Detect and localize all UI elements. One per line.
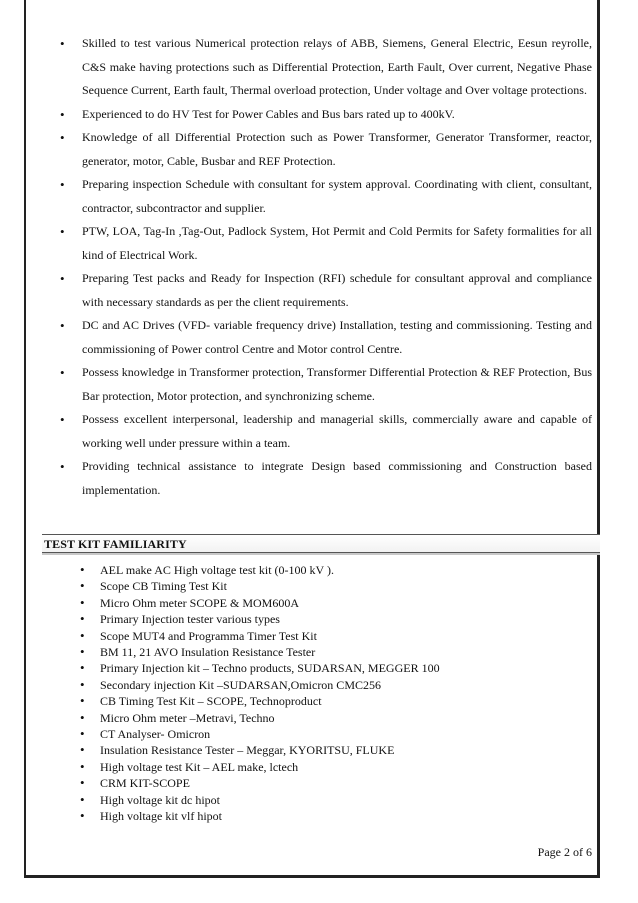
list-item-text: Primary Injection kit – Techno products, SUDARSAN, MEGGER 100 xyxy=(100,661,440,676)
list-item-text: Possess excellent interpersonal, leadership and managerial skills, commercially aware and capable of working well under pressure within a team. xyxy=(82,412,592,450)
experience-list xyxy=(60,32,592,502)
section-title: TEST KIT FAMILIARITY xyxy=(44,537,187,551)
list-item xyxy=(60,173,592,220)
bullet-icon: • xyxy=(80,709,85,725)
list-item xyxy=(80,742,440,758)
list-item-text: PTW, LOA, Tag-In ,Tag-Out, Padlock System, Hot Permit and Cold Permits for Safety formalities for all kind of Electrical Work. xyxy=(82,224,592,262)
list-item xyxy=(80,562,440,578)
list-item xyxy=(80,726,440,742)
bullet-icon: • xyxy=(80,726,85,742)
list-item xyxy=(60,32,592,103)
bullet-icon: • xyxy=(60,130,65,145)
list-item xyxy=(80,759,440,775)
list-item-text: CT Analyser- Omicron xyxy=(100,727,211,742)
list-item xyxy=(60,103,592,127)
list-item-text: Micro Ohm meter –Metravi, Techno xyxy=(100,710,275,725)
list-item-text: High voltage kit vlf hipot xyxy=(100,809,222,824)
test-kit-list xyxy=(80,562,440,825)
list-item-text: Knowledge of all Differential Protection such as Power Transformer, Generator Transformer, reactor, generator, motor, Cable, Busbar and REF Protection. xyxy=(82,130,592,168)
list-item-text: Preparing Test packs and Ready for Inspection (RFI) schedule for consultant approval and compliance with necessary standards as per the client requirements. xyxy=(82,271,592,309)
list-item-text: Scope CB Timing Test Kit xyxy=(100,579,227,594)
list-item xyxy=(60,126,592,173)
bullet-icon: • xyxy=(60,459,65,474)
bullet-icon: • xyxy=(80,791,85,807)
list-item-text: AEL make AC High voltage test kit (0-100 kV ). xyxy=(100,563,334,577)
list-item-text: BM 11, 21 AVO Insulation Resistance Tester xyxy=(100,645,316,660)
bullet-icon: • xyxy=(80,627,85,643)
list-item xyxy=(80,693,440,709)
list-item xyxy=(60,361,592,408)
list-item xyxy=(60,220,592,267)
bullet-icon: • xyxy=(80,562,85,577)
list-item-text: Primary Injection tester various types xyxy=(100,612,280,627)
bullet-icon: • xyxy=(80,742,85,758)
list-item xyxy=(80,595,440,611)
list-item xyxy=(80,808,440,824)
list-item-text: Insulation Resistance Tester – Meggar, KYORITSU, FLUKE xyxy=(100,743,395,758)
bullet-icon: • xyxy=(80,676,85,692)
list-item xyxy=(80,775,440,791)
list-item-text: CRM KIT-SCOPE xyxy=(100,776,190,791)
list-item xyxy=(80,677,440,693)
bullet-icon: • xyxy=(60,271,65,286)
list-item xyxy=(80,792,440,808)
list-item-text: Skilled to test various Numerical protection relays of ABB, Siemens, General Electric, Eesun reyrolle, C&S make having protections such as Differential Protection, Earth Fault, Over current, Negative Phase Sequence Current, Earth fault, Thermal overload protection, Under voltage and Over voltage protections. xyxy=(82,36,592,97)
list-item-text: Experienced to do HV Test for Power Cables and Bus bars rated up to 400kV. xyxy=(82,106,455,121)
bullet-icon: • xyxy=(80,808,85,824)
section-divider xyxy=(42,553,600,555)
page-number: Page 2 of 6 xyxy=(537,845,592,859)
list-item xyxy=(80,660,440,676)
list-item-text: Providing technical assistance to integrate Design based commissioning and Construction based implementation. xyxy=(82,459,592,497)
bullet-icon: • xyxy=(60,318,65,333)
list-item-text: Micro Ohm meter SCOPE & MOM600A xyxy=(100,595,299,610)
bullet-icon: • xyxy=(60,224,65,239)
bullet-icon: • xyxy=(60,177,65,192)
bullet-icon: • xyxy=(80,594,85,610)
list-item xyxy=(60,314,592,361)
bullet-icon: • xyxy=(80,644,85,660)
list-item-text: Scope MUT4 and Programma Timer Test Kit xyxy=(100,628,317,643)
bullet-icon: • xyxy=(80,693,85,709)
list-item-text: High voltage kit dc hipot xyxy=(100,792,220,807)
bullet-icon: • xyxy=(80,775,85,791)
bullet-icon: • xyxy=(60,412,65,427)
list-item xyxy=(80,578,440,594)
list-item-text: Possess knowledge in Transformer protection, Transformer Differential Protection & REF Protection, Bus Bar protection, Motor protection, and synchronizing scheme. xyxy=(82,365,592,403)
list-item-text: High voltage test Kit – AEL make, lctech xyxy=(100,759,299,774)
list-item-text: CB Timing Test Kit – SCOPE, Technoproduct xyxy=(100,694,322,709)
list-item xyxy=(60,455,592,502)
list-item xyxy=(60,408,592,455)
list-item xyxy=(80,611,440,627)
list-item xyxy=(60,267,592,314)
bullet-icon: • xyxy=(80,660,85,676)
bullet-icon: • xyxy=(80,758,85,774)
list-item xyxy=(80,628,440,644)
bullet-icon: • xyxy=(80,611,85,627)
list-item xyxy=(80,644,440,660)
list-item-text: Preparing inspection Schedule with consultant for system approval. Coordinating with client, consultant, contractor, subcontractor and supplier. xyxy=(82,177,592,215)
list-item-text: DC and AC Drives (VFD- variable frequency drive) Installation, testing and commissioning. Testing and commissioning of Power control Centre and Motor control Centre. xyxy=(82,318,592,356)
list-item-text: Secondary injection Kit –SUDARSAN,Omicron CMC256 xyxy=(100,677,381,692)
bullet-icon: • xyxy=(60,36,65,51)
list-item xyxy=(80,710,440,726)
bullet-icon: • xyxy=(60,365,65,380)
bullet-icon: • xyxy=(60,106,65,122)
bullet-icon: • xyxy=(80,578,85,594)
section-header xyxy=(42,534,600,553)
